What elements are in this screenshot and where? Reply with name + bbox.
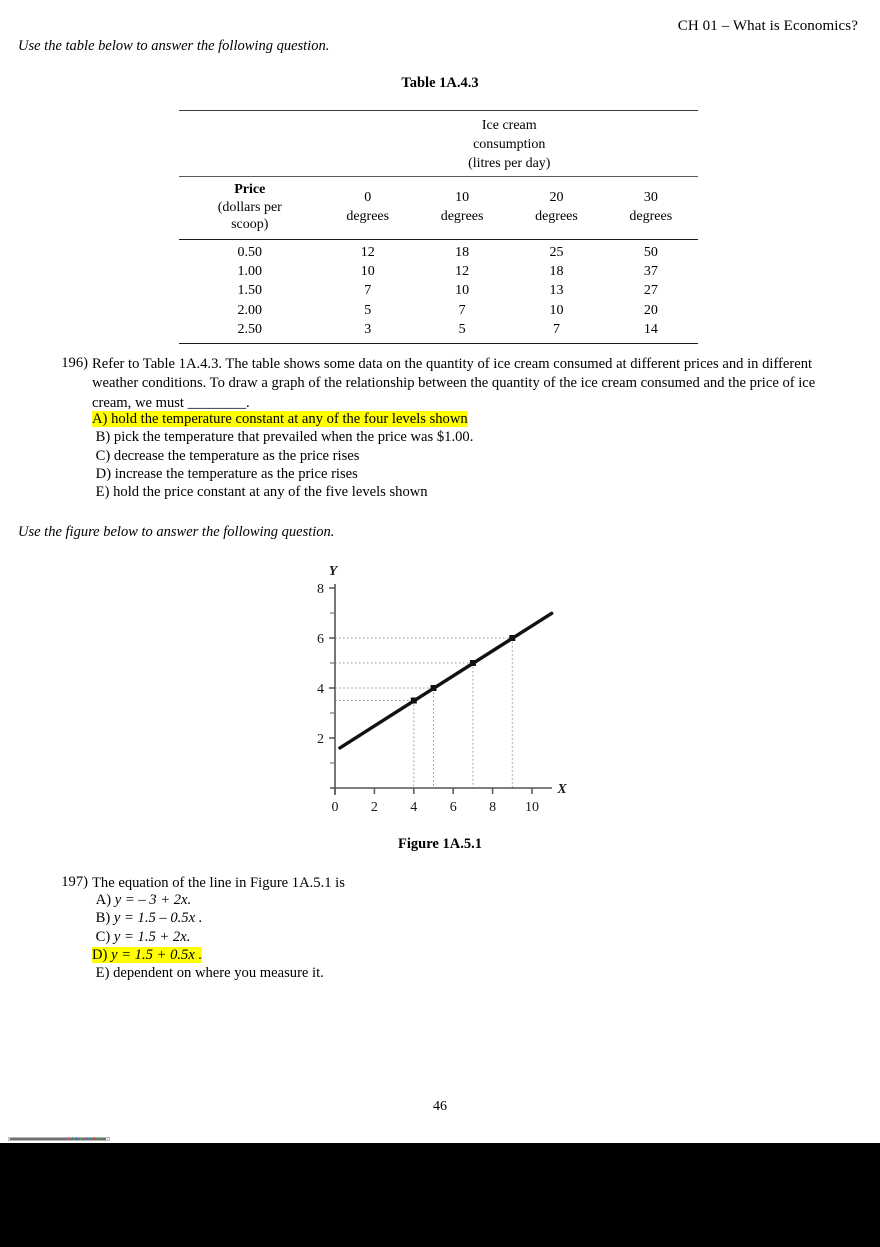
- option-label: C): [95, 447, 111, 464]
- group-header-cell: [321, 111, 698, 177]
- option-e[interactable]: [92, 483, 473, 501]
- row-value: 50: [604, 239, 698, 262]
- data-point-4-3.5: [411, 698, 417, 704]
- option-d[interactable]: [92, 946, 324, 964]
- row-value: 12: [455, 263, 470, 279]
- row-price: 2.50: [237, 322, 263, 338]
- row-value: 7: [458, 302, 466, 318]
- scrollbar-marker: [90, 1137, 91, 1140]
- option-label: D): [95, 465, 112, 482]
- option-text: y = 1.5 – 0.5x .: [113, 910, 203, 927]
- option-text: decrease the temperature as the price rises: [113, 447, 360, 464]
- data-line: [340, 613, 552, 748]
- column-header-value: 20: [549, 190, 564, 206]
- option-label: B): [95, 910, 111, 927]
- option-text: y = 1.5 + 2x.: [113, 928, 191, 945]
- data-point-5-4: [431, 685, 437, 691]
- option-label: B): [95, 429, 111, 446]
- option-e[interactable]: [92, 964, 324, 982]
- y-tick-label-8: 8: [317, 582, 324, 597]
- row-value: 5: [458, 322, 466, 338]
- column-header-10deg: [415, 177, 509, 240]
- x-tick-label-4: 4: [410, 800, 418, 815]
- x-tick-label-0: 0: [331, 800, 339, 815]
- row-value: 5: [364, 302, 372, 318]
- scrollbar-marker: [76, 1137, 77, 1140]
- column-header-unit: degrees: [346, 209, 390, 225]
- column-header-0deg: [321, 177, 415, 240]
- scrollbar-marker: [68, 1137, 69, 1140]
- row-value: 25: [509, 239, 603, 262]
- option-text: pick the temperature that prevailed when the price was $1.00.: [113, 429, 474, 446]
- y-tick-labels: [317, 582, 324, 747]
- row-value: 18: [549, 263, 564, 279]
- question-197-stem: The equation of the line in Figure 1A.5.1 is: [92, 875, 345, 891]
- scrollbar-marker: [86, 1137, 87, 1140]
- option-text: hold the temperature constant at any of the four levels shown: [111, 411, 468, 427]
- ice-cream-table: [179, 110, 698, 344]
- question-197-number: 197): [61, 874, 88, 890]
- table-group-header-row: [179, 111, 698, 177]
- option-d[interactable]: [92, 465, 473, 483]
- line-chart-svg: [300, 552, 590, 824]
- row-value: 27: [643, 283, 658, 299]
- row-value: 12: [321, 239, 415, 262]
- row-value: 3: [364, 322, 372, 338]
- column-header-unit: degrees: [440, 209, 484, 225]
- row-price: 0.50: [179, 239, 321, 262]
- column-header-value: 0: [364, 190, 372, 206]
- group-header-line3: (litres per day): [468, 156, 551, 171]
- y-axis-label: Y: [328, 564, 338, 579]
- row-value: 18: [415, 239, 509, 262]
- table-row: [179, 281, 698, 300]
- y-tick-label-4: 4: [317, 682, 324, 697]
- column-header-30deg: [604, 177, 698, 240]
- group-header-line1: Ice cream: [481, 118, 537, 133]
- option-c[interactable]: [92, 928, 324, 946]
- table-row: [179, 301, 698, 320]
- table-row: [179, 320, 698, 343]
- column-header-value: 10: [455, 190, 470, 206]
- option-label: E): [95, 965, 110, 982]
- row-value: 20: [643, 302, 658, 318]
- scrollbar-thumb[interactable]: [10, 1138, 106, 1140]
- price-header-line2: (dollars per: [217, 199, 282, 215]
- row-value: 10: [549, 302, 564, 318]
- option-a[interactable]: [92, 410, 473, 428]
- column-header-20deg: [509, 177, 603, 240]
- table-column-header-row: [179, 177, 698, 240]
- row-price: 1.50: [237, 283, 263, 299]
- x-tick-label-10: 10: [525, 800, 539, 815]
- row-value: 7: [364, 283, 372, 299]
- option-label: C): [95, 928, 111, 945]
- table-row: [179, 239, 698, 262]
- x-axis-ticks: [335, 788, 532, 794]
- data-point-7-5: [470, 660, 476, 666]
- column-header-unit: degrees: [535, 209, 578, 225]
- row-value: 37: [643, 263, 658, 279]
- table-element: [179, 110, 698, 344]
- horizontal-scrollbar[interactable]: [8, 1135, 110, 1143]
- option-label: E): [95, 484, 110, 501]
- chapter-header: CH 01 – What is Economics?: [677, 18, 858, 34]
- column-header-value: 30: [643, 190, 658, 206]
- row-price: 1.00: [237, 263, 263, 279]
- scrollbar-marker: [98, 1137, 99, 1140]
- question-196-number: 196): [61, 355, 88, 371]
- option-label: A): [95, 892, 112, 908]
- x-tick-labels: [332, 800, 540, 815]
- row-value: 10: [455, 283, 470, 299]
- empty-viewport-area: [0, 1143, 880, 1247]
- scrollbar-marker: [80, 1137, 81, 1140]
- y-tick-label-2: 2: [317, 732, 324, 747]
- question-196-options: [92, 410, 473, 501]
- question-197-options: [92, 891, 324, 982]
- x-axis-label: X: [557, 782, 567, 797]
- table-caption: Table 1A.4.3: [401, 75, 479, 91]
- option-text: dependent on where you measure it.: [113, 965, 324, 982]
- figure-instruction: Use the figure below to answer the following question.: [18, 524, 335, 540]
- page-number: 46: [433, 1099, 447, 1114]
- row-price: 2.00: [237, 302, 263, 318]
- option-label: D): [92, 946, 108, 963]
- option-text: hold the price constant at any of the five levels shown: [113, 484, 428, 501]
- scrollbar-marker: [72, 1137, 73, 1140]
- figure-caption: Figure 1A.5.1: [398, 836, 482, 852]
- table-bottom-rule: [179, 343, 698, 344]
- table-instruction: Use the table below to answer the following question.: [18, 38, 330, 54]
- row-value: 7: [552, 322, 560, 338]
- option-label: A): [92, 411, 108, 427]
- y-tick-label-6: 6: [317, 632, 324, 647]
- price-header-cell: [179, 177, 321, 240]
- group-header-line2: consumption: [473, 137, 546, 152]
- price-header-line3: scoop): [231, 217, 269, 232]
- option-text: y = – 3 + 2x.: [114, 892, 192, 908]
- question-196-stem: Refer to Table 1A.4.3. The table shows some data on the quantity of ice cream consumed at different prices and in different weather conditions. To draw a graph of the relationship between the quantity of the ice cream consumed and the price of ice cream, we must ________.: [92, 356, 816, 411]
- data-point-9-6: [509, 635, 515, 641]
- group-header-spacer: [179, 111, 321, 177]
- x-tick-label-8: 8: [489, 800, 497, 815]
- option-text: increase the temperature as the price rises: [114, 465, 358, 482]
- option-a[interactable]: [92, 891, 324, 909]
- x-tick-label-6: 6: [449, 800, 457, 815]
- option-c[interactable]: [92, 447, 473, 465]
- figure-1a51: [300, 552, 590, 824]
- row-value: 14: [643, 322, 658, 338]
- option-b[interactable]: [92, 428, 473, 446]
- scrollbar-marker: [94, 1137, 95, 1140]
- table-row: [179, 262, 698, 281]
- row-value: 13: [549, 283, 564, 299]
- column-header-unit: degrees: [629, 209, 673, 225]
- x-tick-label-2: 2: [370, 800, 378, 815]
- option-b[interactable]: [92, 909, 324, 927]
- table-bottom-rule-row: [179, 343, 698, 344]
- guide-lines: [335, 638, 512, 788]
- option-text: y = 1.5 + 0.5x .: [111, 946, 203, 963]
- price-header-line1: Price: [234, 182, 266, 197]
- row-value: 10: [360, 263, 375, 279]
